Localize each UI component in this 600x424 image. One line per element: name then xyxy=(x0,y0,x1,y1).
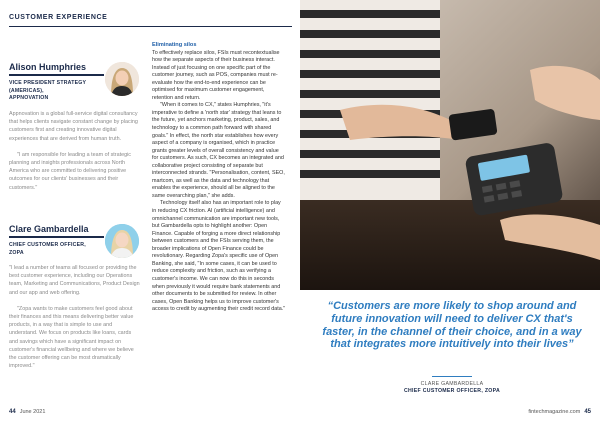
article-paragraph: Technology itself also has an important role to play in reducing CX friction. AI (artificial intelligence) and omnichannel communication are important new tools, but Gambardella opts to highlight another: Open Finance. Capable of forging a more direct relationship between customers and the FSIs serving them, the broader implications of Open Finance could be revolutionary. Regarding Zopa's specific use of Open Banking, she said, "In some cases, it can be used to reduce complexity and friction, such as verifying a customer's income. We can now do this in seconds when previously it would require bank statements and other documents to be submitted for review. In other cases, Open Banking helps us to improve customer's access to credit by augmenting their credit record data." xyxy=(152,200,286,313)
profile-divider xyxy=(9,74,104,76)
profile-name-alison: Alison Humphries xyxy=(9,62,87,72)
pull-quote-divider xyxy=(432,376,472,377)
profile-name-clare: Clare Gambardella xyxy=(9,224,89,234)
bio-paragraph: "Zopa wants to make customers feel good about their finances and this means delivering better value products, in a way that is simple to use and understand. We focus on products like loans, cards and savings which have a significant impact on customer's financial wellbeing and where we believe the customer offering can be most dramatically improved." xyxy=(9,305,134,370)
avatar-clare xyxy=(105,224,139,258)
site-url: fintechmagazine.com xyxy=(528,409,581,415)
profile-bio-alison xyxy=(9,110,141,200)
profile-bio-clare xyxy=(9,264,141,378)
pull-quote: “Customers are more likely to shop around and future innovation will need to deliver CX that's faster, in the channel of their choice, and in a way that integrates more intuitively into their lives” xyxy=(322,300,582,351)
profile-title-alison xyxy=(9,80,86,103)
portrait-clare-icon xyxy=(105,224,139,258)
page-number-left: 44 xyxy=(9,409,16,415)
article-paragraph: To effectively replace silos, FSIs must recontextualise how the separate aspects of their business interact. Instead of just focusing on one specific part of the customer journey, such as POS, companies must re-evaluate how the end-to-end experience can be optimised for maximum customer engagement, retention and return. xyxy=(152,49,280,101)
title-line: CHIEF CUSTOMER OFFICER, xyxy=(9,242,86,248)
bio-paragraph: Appnovation is a global full-service digital consultancy that helps clients navigate constant change by placing customers first and creating innovative digital experiences that are derived from human truth. xyxy=(9,111,138,142)
pull-quote-author: CLARE GAMBARDELLA xyxy=(420,381,484,387)
header-divider xyxy=(9,26,292,27)
article-column xyxy=(152,42,286,314)
bio-paragraph: "I lead a number of teams all focused or providing the best customer experience, including our Operations team, Marketing and Communications, Product Design and our app and web offering. xyxy=(9,265,140,296)
article-subhead: Eliminating silos xyxy=(152,42,197,48)
page-number-right: 45 xyxy=(584,409,591,415)
portrait-alison-icon xyxy=(105,62,139,96)
footer-right xyxy=(528,409,591,415)
card-payment-image-icon xyxy=(300,0,600,290)
title-line: VICE PRESIDENT STRATEGY xyxy=(9,80,87,86)
bio-paragraph: "I am responsible for leading a team of strategic planning and insights professionals across North America who are committed to delivering positive outcomes for our clients' businesses and their customers." xyxy=(9,151,131,191)
issue-date: June 2021 xyxy=(19,409,46,415)
title-line: APPNOVATION xyxy=(9,95,49,101)
profile-title-clare xyxy=(9,242,86,257)
pull-quote-role: CHIEF CUSTOMER OFFICER, ZOPA xyxy=(403,388,501,394)
profile-divider xyxy=(9,236,104,238)
article-paragraph: "When it comes to CX," states Humphries, "it's imperative to define a 'north star' strategy that leans to the future, yet anchors marketing, product, sales, and technology to a common path forward with shared goals." In effect, the north star establishes how every aspect of a company is organised, which in practice grants greater levels of overall consistency and value for customers. As such, CX becomes an integrated and collaborative project consisting of separate but interconnected strands. "Personalisation, content, SEO, martcom, as well as the data and technology that enables the experience, should all be aligned to the same overarching plan," she adds. xyxy=(152,102,285,199)
title-line: ZOPA xyxy=(9,249,24,256)
avatar-alison xyxy=(105,62,139,96)
title-line: (AMERICAS), xyxy=(9,87,44,94)
section-header: CUSTOMER EXPERIENCE xyxy=(9,14,108,21)
footer-left xyxy=(9,409,45,415)
card-payment-photo xyxy=(300,0,600,290)
